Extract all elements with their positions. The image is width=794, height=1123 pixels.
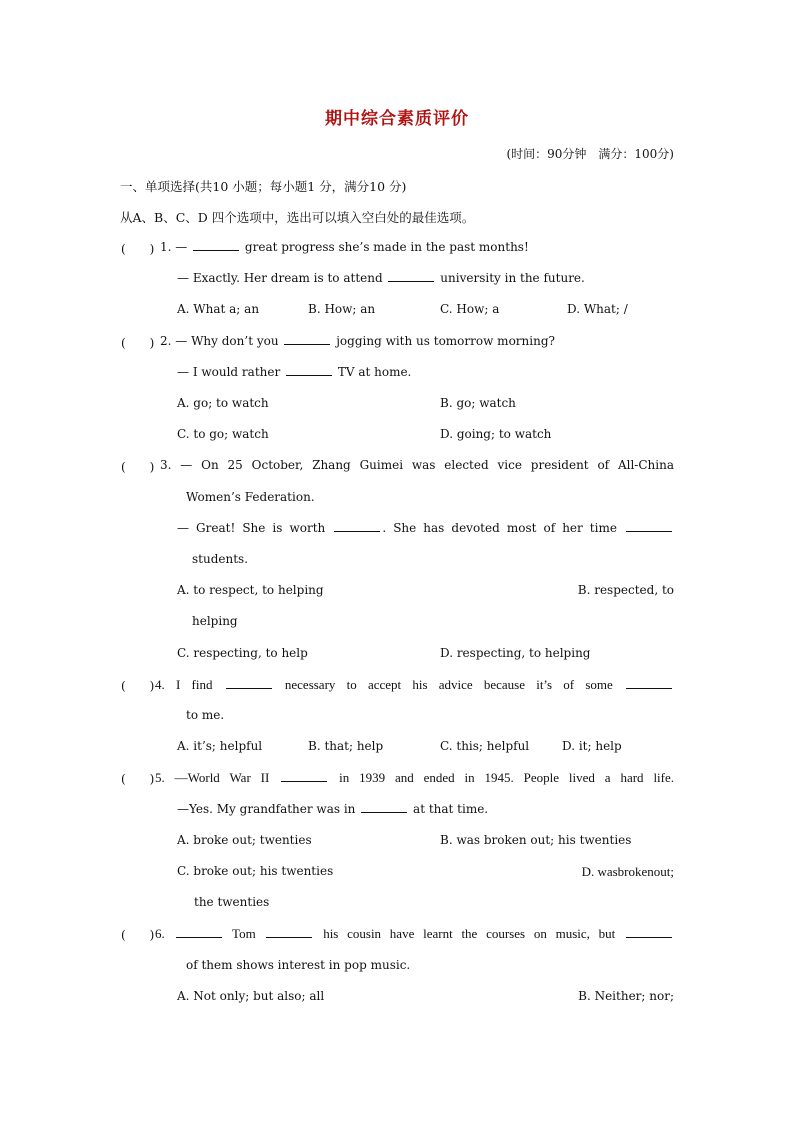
page-title: 期中综合素质评价 — [325, 109, 469, 129]
question-line: — Exactly. Her dream is to attend university in the future. — [177, 271, 585, 285]
option-c: C. broke out; his twenties — [177, 864, 334, 878]
answer-blank — [266, 927, 312, 938]
option-b-continued: helping — [192, 614, 238, 628]
question-line: 3. — On 25 October, Zhang Guimei was elected vice president of All-China — [160, 458, 674, 472]
question-number: 2. — [160, 334, 172, 348]
answer-blank — [284, 334, 330, 345]
answer-blank — [626, 678, 672, 689]
answer-paren: ( ) — [121, 242, 155, 256]
answer-blank — [626, 927, 672, 938]
option-b: B. go; watch — [440, 396, 516, 410]
question-line: 6. Tom his cousin have learnt the courses on music, but — [155, 926, 674, 942]
question-line: 5. —World War II in 1939 and ended in 1945. People lived a hard life. — [155, 770, 675, 785]
question-number: 1. — [160, 240, 172, 254]
option-b: B. respected, to — [577, 583, 674, 597]
answer-blank — [286, 365, 332, 376]
question-line: 1. — great progress she’s made in the past months! — [160, 240, 529, 254]
answer-blank — [226, 678, 272, 689]
option-d: D. respecting, to helping — [440, 646, 591, 660]
answer-blank — [388, 271, 434, 282]
answer-paren: ( ) — [121, 336, 155, 350]
question-line: —Yes. My grandfather was in at that time. — [177, 802, 489, 816]
question-number: 3. — [160, 458, 172, 472]
question-line: — I would rather TV at home. — [177, 365, 412, 379]
section-heading: 一、单项选择(共10 小题；每小题1 分，满分10 分) — [120, 179, 407, 194]
question-line: 2. — Why don’t you jogging with us tomorrow morning? — [160, 334, 555, 348]
option-d: D. wasbrokenout; — [581, 864, 674, 879]
question-line: students. — [192, 552, 249, 566]
question-line: — Great! She is worth . She has devoted most of her time — [177, 521, 674, 535]
question-number: 6. — [155, 926, 165, 941]
question-number: 5. — [155, 770, 165, 785]
section-instruction: 从A、B、C、D 四个选项中，选出可以填入空白处的最佳选项。 — [120, 210, 475, 225]
question-line: 4. I find necessary to accept his advice because it’s of some — [155, 677, 674, 693]
option-a: A. Not only; but also; all — [177, 989, 325, 1003]
answer-paren: ( ) — [121, 928, 155, 942]
option-b: B. Neither; nor; — [578, 989, 674, 1003]
answer-blank — [281, 771, 327, 782]
option-d: D. What; / — [567, 302, 628, 316]
answer-paren: ( ) — [121, 460, 155, 474]
option-c: C. respecting, to help — [177, 646, 308, 660]
question-line: of them shows interest in pop music. — [186, 958, 411, 972]
option-b: B. How; an — [308, 302, 376, 316]
option-d: D. going; to watch — [440, 427, 552, 441]
option-c: C. this; helpful — [440, 739, 530, 753]
question-line: Women’s Federation. — [186, 490, 315, 504]
option-c: C. to go; watch — [177, 427, 269, 441]
answer-blank — [193, 240, 239, 251]
option-c: C. How; a — [440, 302, 500, 316]
answer-blank — [626, 521, 672, 532]
time-info: (时间：90分钟 满分：100分) — [506, 147, 674, 161]
answer-paren: ( ) — [121, 772, 155, 786]
answer-paren: ( ) — [121, 679, 155, 693]
option-a: A. go; to watch — [177, 396, 269, 410]
option-b: B. that; help — [308, 739, 384, 753]
option-d-continued: the twenties — [194, 895, 270, 909]
option-a: A. to respect, to helping — [177, 583, 324, 597]
option-a: A. What a; an — [177, 302, 260, 316]
answer-blank — [334, 521, 380, 532]
answer-blank — [176, 927, 222, 938]
option-d: D. it; help — [562, 739, 622, 753]
question-number: 4. — [155, 677, 165, 692]
question-line: to me. — [186, 708, 225, 722]
option-a: A. broke out; twenties — [177, 833, 312, 847]
option-a: A. it’s; helpful — [177, 739, 263, 753]
answer-blank — [361, 802, 407, 813]
option-b: B. was broken out; his twenties — [440, 833, 632, 847]
